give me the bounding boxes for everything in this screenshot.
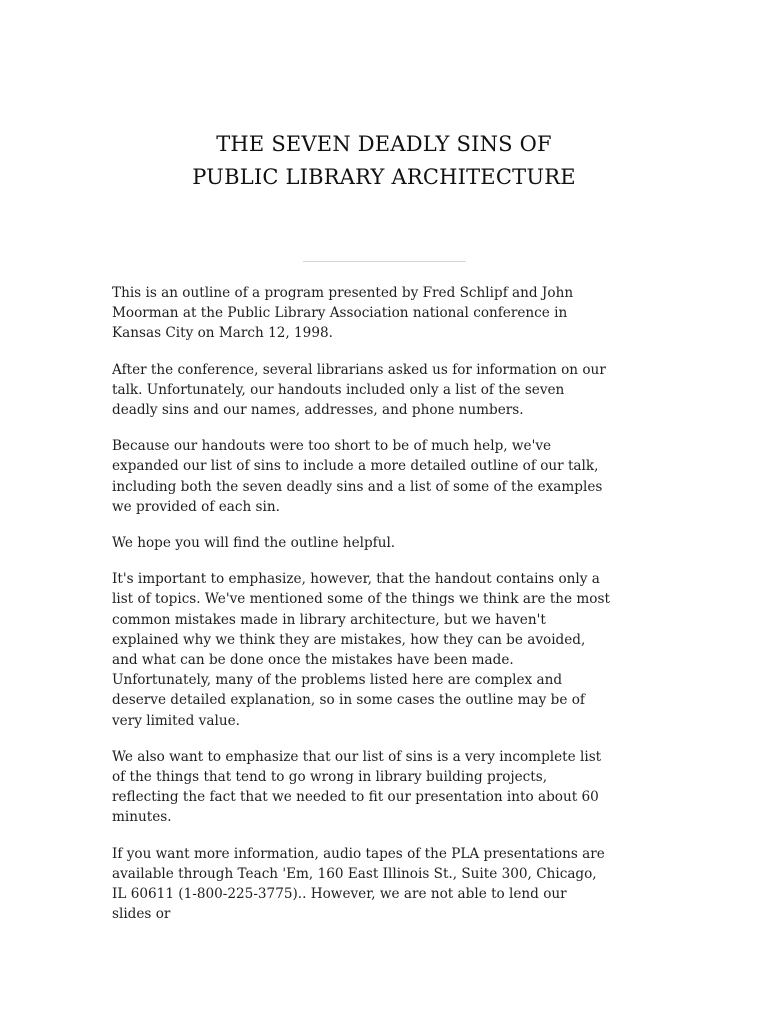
paragraph-more-information: If you want more information, audio tapes of the PLA presentations are available through Teach 'Em, 160 East Illinois St., Suite 300, Chicago, IL 60611 (1-800-225-3775).. However, we are not able to lend our slides or	[112, 845, 605, 923]
title-line-2: PUBLIC LIBRARY ARCHITECTURE	[192, 165, 576, 189]
paragraph-incomplete-list: We also want to emphasize that our list of sins is a very incomplete list of the things that tend to go wrong in library building projects, reflecting the fact that we needed to fit our presentation into about 60 minutes.	[112, 748, 602, 826]
paragraph-expanded-list: Because our handouts were too short to be of much help, we've expanded our list of sins to include a more detailed outline of our talk, including both the seven deadly sins and a list of some of the examples we provided of each sin.	[112, 438, 603, 515]
paragraph-intro: This is an outline of a program presented by Fred Schlipf and John Moorman at the Public Library Association national conference in Kansas City on March 12, 1998.	[112, 285, 574, 342]
paragraph-after-conference: After the conference, several librarians asked us for information on our talk. Unfortunately, our handouts included only a list of the seven deadly sins and our names, addresses, and phone numbers.	[112, 361, 606, 419]
paragraph-emphasize-topics: It's important to emphasize, however, that the handout contains only a list of topics. We've mentioned some of the things we think are the most common mistakes made in library architecture, but we haven't explained why we think they are mistakes, how they can be avoided, and what can be done once the mistakes have been made. Unfortunately, many of the problems listed here are complex and deserve detailed explanation, so in some cases the outline may be of very limited value.	[112, 571, 610, 729]
document-title	[0, 128, 768, 194]
title-line-1: THE SEVEN DEADLY SINS OF	[216, 132, 552, 156]
title-divider	[303, 261, 466, 262]
paragraph-hope-helpful: We hope you will find the outline helpful.	[112, 535, 396, 552]
document-body	[112, 283, 610, 940]
